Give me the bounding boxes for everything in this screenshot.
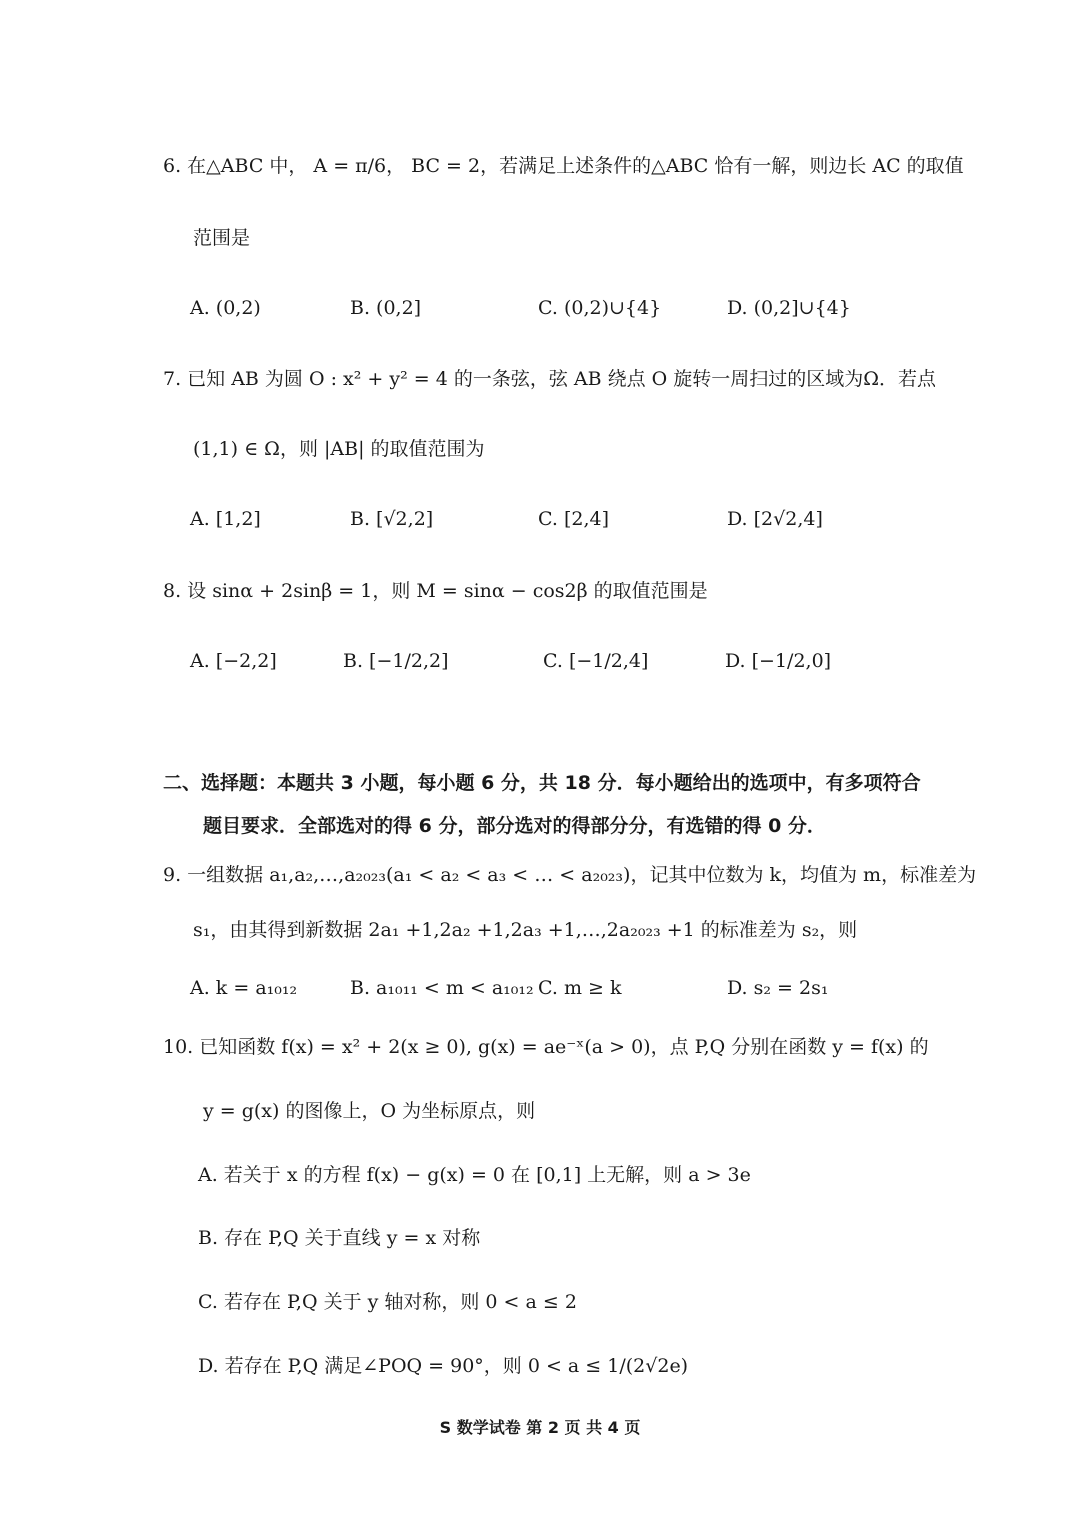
q9-option-c: C. m ≥ k	[538, 977, 622, 999]
q7-continuation: (1,1) ∈ Ω，则 |AB| 的取值范围为	[193, 438, 485, 460]
q10-option-d: D. 若存在 P,Q 满足∠POQ = 90°，则 0 < a ≤ 1/(2√2e)	[198, 1355, 689, 1377]
q7-option-b: B. [√2,2]	[350, 508, 434, 530]
q6-option-b: B. (0,2]	[350, 297, 422, 319]
q10-stem: 10. 已知函数 f(x) = x² + 2(x ≥ 0), g(x) = ae⁻ˣ(a > 0)，点 P,Q 分别在函数 y = f(x) 的	[163, 1036, 929, 1058]
q10-option-b: B. 存在 P,Q 关于直线 y = x 对称	[198, 1227, 481, 1249]
q8-option-c: C. [−1/2,4]	[543, 650, 649, 672]
q7-option-c: C. [2,4]	[538, 508, 609, 530]
q7-option-d: D. [2√2,4]	[727, 508, 823, 530]
q8-option-b: B. [−1/2,2]	[343, 650, 449, 672]
page-footer: S 数学试卷 第 2 页 共 4 页	[439, 1418, 641, 1437]
q8-stem: 8. 设 sinα + 2sinβ = 1，则 M = sinα − cos2β 的取值范围是	[163, 580, 708, 602]
q6-stem: 6. 在△ABC 中， A = π/6， BC = 2，若满足上述条件的△ABC 恰有一解，则边长 AC 的取值	[163, 155, 964, 177]
section-two-heading-cont: 题目要求．全部选对的得 6 分，部分选对的得部分分，有选错的得 0 分．	[203, 815, 826, 837]
q8-option-a: A. [−2,2]	[190, 650, 277, 672]
q10-option-a: A. 若关于 x 的方程 f(x) − g(x) = 0 在 [0,1] 上无解，则 a > 3e	[198, 1164, 751, 1186]
q6-option-d: D. (0,2]∪{4}	[727, 297, 851, 319]
q6-option-c: C. (0,2)∪{4}	[538, 297, 662, 319]
q9-stem: 9. 一组数据 a₁,a₂,…,a₂₀₂₃(a₁ < a₂ < a₃ < … < a₂₀₂₃)，记其中位数为 k，均值为 m，标准差为	[163, 864, 977, 886]
q9-option-b: B. a₁₀₁₁ < m < a₁₀₁₂	[350, 977, 534, 999]
q9-option-d: D. s₂ = 2s₁	[727, 977, 829, 999]
q9-continuation: s₁，由其得到新数据 2a₁ +1,2a₂ +1,2a₃ +1,…,2a₂₀₂₃ +1 的标准差为 s₂，则	[193, 919, 858, 941]
q8-option-d: D. [−1/2,0]	[725, 650, 832, 672]
q7-stem: 7. 已知 AB 为圆 O : x² + y² = 4 的一条弦，弦 AB 绕点 O 旋转一周扫过的区域为Ω．若点	[163, 368, 937, 390]
q10-continuation: y = g(x) 的图像上，O 为坐标原点，则	[203, 1100, 536, 1122]
section-two-heading: 二、选择题：本题共 3 小题，每小题 6 分，共 18 分．每小题给出的选项中，有多项符合	[163, 772, 921, 794]
q7-option-a: A. [1,2]	[190, 508, 261, 530]
q6-option-a: A. (0,2)	[190, 297, 261, 319]
q9-option-a: A. k = a₁₀₁₂	[190, 977, 298, 999]
q10-option-c: C. 若存在 P,Q 关于 y 轴对称，则 0 < a ≤ 2	[198, 1291, 577, 1313]
q6-continuation: 范围是	[193, 227, 251, 249]
